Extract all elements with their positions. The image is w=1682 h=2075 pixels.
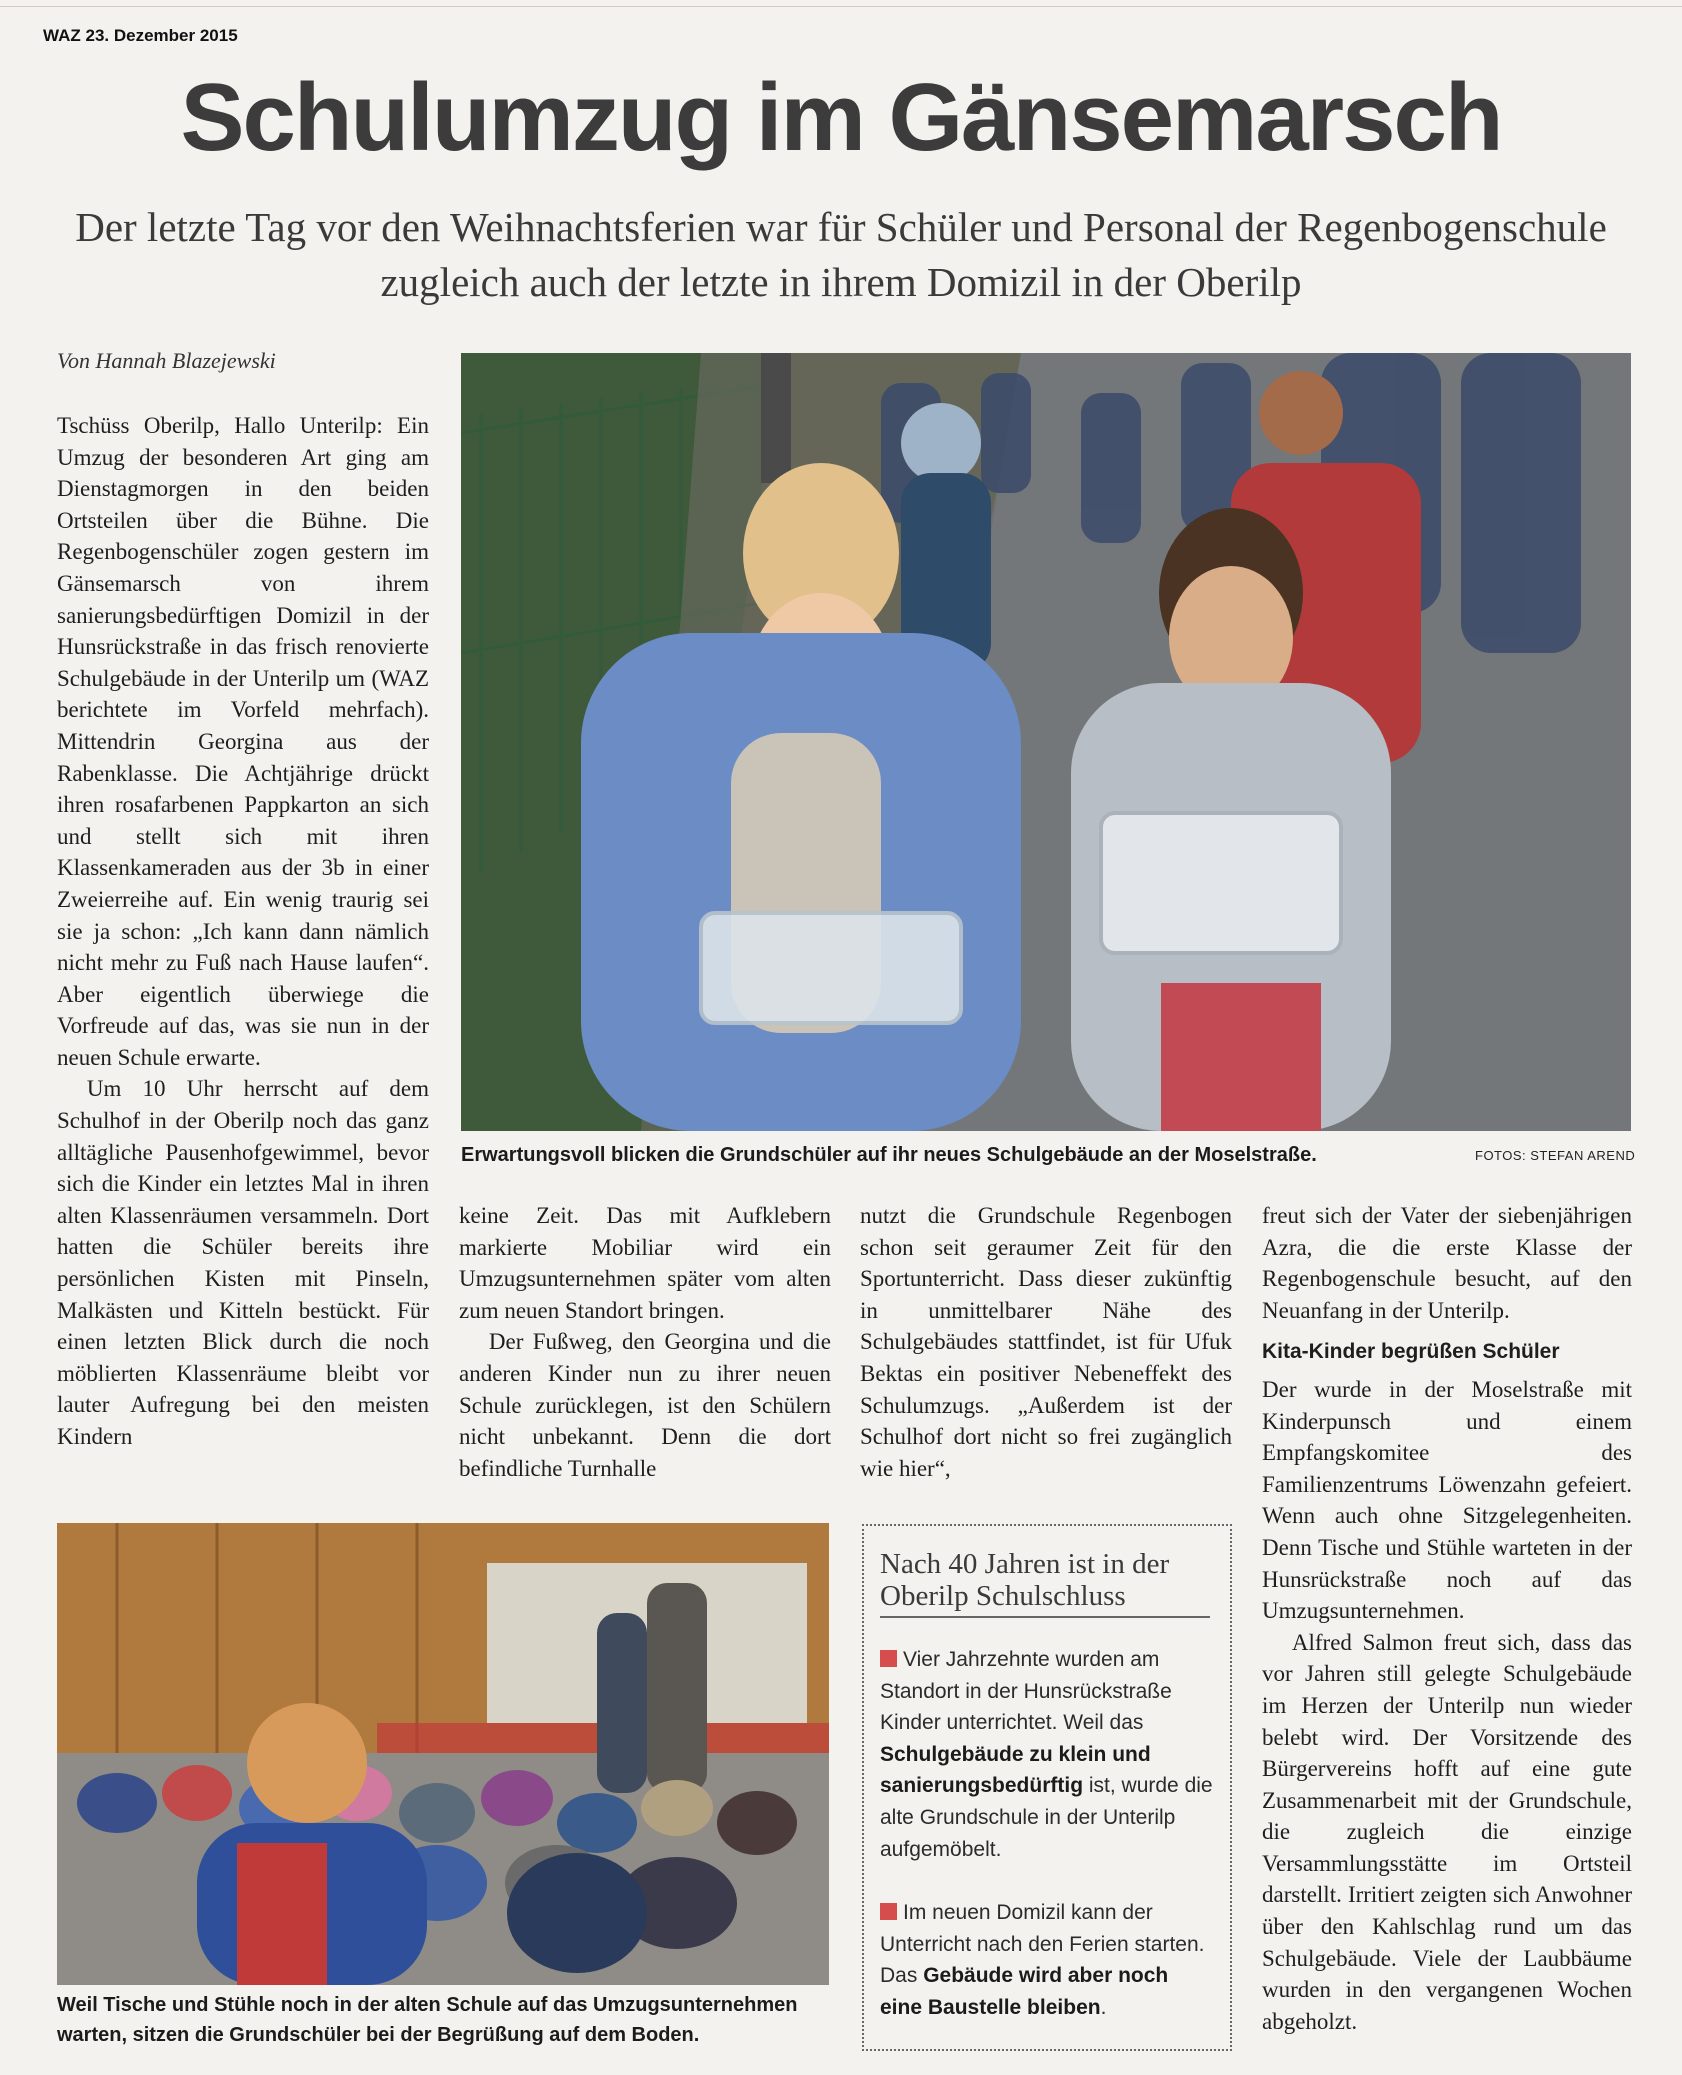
photo-children-sitting <box>57 1523 829 1985</box>
info-box-title: Nach 40 Jahren ist in der Oberilp Schulschluss <box>880 1548 1210 1618</box>
article-paragraph: Tschüss Oberilp, Hallo Unterilp: Ein Umzug der besonderen Art ging am Dienstagmorgen in den beiden Ortsteilen über die Bühne. Die Regenbogenschüler zogen gestern im Gänsemarsch von ihrem sanierungsbedürftigen Domizil in der Hunsrückstraße in das frisch renovierte Schulgebäude in der Unterilp um (WAZ berichtete im Vorfeld mehrfach). Mittendrin Georgina aus der Rabenklasse. Die Achtjährige drückt ihren rosafarbenen Pappkarton an sich und stellt sich mit ihren Klassenkameraden aus der 3b in einer Zweierreihe auf. Ein wenig traurig sei sie ja schon: „Ich kann dann nämlich nicht mehr zu Fuß nach Hause laufen“. Aber eigentlich überwiege die Vorfreude auf das, was sie nun in der neuen Schule erwarte. <box>57 413 429 1070</box>
red-square-bullet-icon <box>880 1650 897 1667</box>
subheadline: Der letzte Tag vor den Weihnachtsferien war für Schüler und Personal der Regenbogenschule zugleich auch der letzte in ihrem Domizil in der Oberilp <box>75 204 1607 305</box>
article-paragraph: nutzt die Grundschule Regenbogen schon seit geraumer Zeit für den Sportunterricht. Dass dieser zukünftig in unmittelbarer Nähe des Schulgebäudes stattfindet, ist für Ufuk Bektas ein positiver Nebeneffekt des Schulumzugs. „Außerdem ist der Schulhof dort nicht so frei zugänglich wie hier“, <box>860 1203 1232 1481</box>
info-bullet <box>880 1644 1216 1865</box>
info-box <box>862 1524 1232 2051</box>
article-column-4 <box>1262 1200 1632 2037</box>
article-paragraph: freut sich der Vater der siebenjährigen Azra, die die erste Klasse der Regenbogenschule besucht, auf den Neuanfang in der Unterilp. <box>1262 1203 1632 1323</box>
info-bullet <box>880 1897 1216 2023</box>
info-bullet-text: ist, wurde die alte Grundschule in der Unterilp aufgemöbelt. <box>880 1774 1213 1861</box>
article-column-2 <box>459 1200 831 1484</box>
photo-caption: Weil Tische und Stühle noch in der alten Schule auf das Umzugsunternehmen warten, sitzen die Grundschüler bei der Begrüßung auf dem Boden. <box>57 1994 798 2046</box>
article-paragraph: Alfred Salmon freut sich, dass das vor Jahren still gelegte Schulgebäude im Herzen der Unterilp nun wieder belebt wird. Der Vorsitzende des Bürgervereins hofft auf eine gute Zusammenarbeit mit der Grundschule, die zugleich die einzige Versammlungsstätte im Ortsteil darstellt. Irritiert zeigten sich Anwohner über den Kahlschlag rund um das Schulgebäude. Viele der Laubbäume wurden in den vergangenen Wochen abgeholzt. <box>1262 1629 1632 2034</box>
byline: Von Hannah Blazejewski <box>57 348 276 373</box>
red-square-bullet-icon <box>880 1903 897 1920</box>
photo-children-walking <box>461 353 1631 1131</box>
photo-children-walking-illustration <box>461 353 1631 1131</box>
info-bullet-bold: Gebäude wird aber noch eine Baustelle bleiben <box>880 1964 1169 2019</box>
article-column-1 <box>57 410 429 1453</box>
article-subheading: Kita-Kinder begrüßen Schüler <box>1262 1340 1560 1364</box>
photo-children-sitting-illustration <box>57 1523 829 1985</box>
article-paragraph: Um 10 Uhr herrscht auf dem Schulhof in der Oberilp noch das ganz alltägliche Pausenhofgewimmel, bevor sich die Kinder ein letztes Mal in ihren alten Klassenräumen versammeln. Dort hatten die Schüler bereits ihre persönlichen Kisten mit Pinseln, Malkästen und Kitteln bestückt. Für einen letzten Blick durch die noch möblierten Klassenräume bleibt vor lauter Aufregung bei den meisten Kindern <box>57 1076 429 1449</box>
photo-caption: Erwartungsvoll blicken die Grundschüler auf ihr neues Schulgebäude an der Moselstraße. <box>461 1144 1317 1166</box>
headline: Schulumzug im Gänsemarsch <box>180 64 1502 171</box>
info-bullet-text: Vier Jahrzehnte wurden am Standort in der Hunsrückstraße Kinder unterrichtet. Weil das <box>880 1648 1172 1735</box>
article-paragraph: Der Fußweg, den Georgina und die anderen Kinder nun zu ihrer neuen Schule zurücklegen, ist den Schülern nicht unbekannt. Denn die dort befindliche Turnhalle <box>459 1329 831 1481</box>
article-column-3 <box>860 1200 1232 1484</box>
top-rule <box>0 6 1682 7</box>
info-bullet-text: . <box>1100 1995 1107 2019</box>
article-paragraph: keine Zeit. Das mit Aufklebern markierte Mobiliar wird ein Umzugsunternehmen später vom alten zum neuen Standort bringen. <box>459 1203 831 1323</box>
dateline: WAZ 23. Dezember 2015 <box>43 26 238 45</box>
article-paragraph: Der wurde in der Moselstraße mit Kinderpunsch und einem Empfangskomitee des Familienzentrums Löwenzahn gefeiert. Wenn auch ohne Sitzgelegenheiten. Denn Tische und Stühle warteten in der Hunsrückstraße noch auf das Umzugsunternehmen. <box>1262 1376 1632 1624</box>
info-bullet-text: Im neuen Domizil kann der Unterricht nach den Ferien starten. Das <box>880 1901 1205 1988</box>
info-bullet-bold: Schulgebäude zu klein und sanierungsbedürftig <box>880 1742 1151 1798</box>
photo-credit: FOTOS: STEFAN AREND <box>1475 1148 1636 1163</box>
